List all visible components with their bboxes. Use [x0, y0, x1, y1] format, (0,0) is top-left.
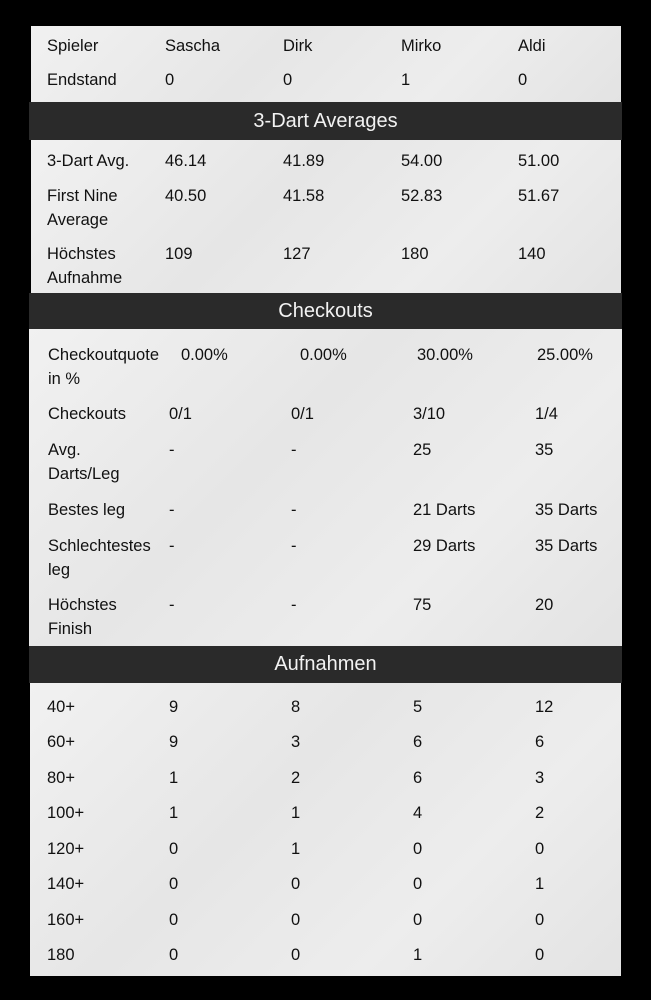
row-label: Checkouts	[48, 405, 126, 423]
row-value: -	[169, 441, 175, 459]
row-value: 0/1	[291, 405, 314, 423]
row-value: 46.14	[165, 152, 207, 170]
row-label: 180	[47, 946, 75, 964]
row-value: 35 Darts	[535, 537, 598, 555]
row-value: 52.83	[401, 187, 443, 205]
row-value: 25.00%	[537, 346, 593, 364]
row-value: 6	[413, 733, 423, 751]
row-value: 180	[401, 245, 429, 263]
row-label: 140+	[47, 875, 85, 893]
row-value: 0.00%	[181, 346, 228, 364]
row-value: -	[291, 537, 297, 555]
section-header-averages: 3-Dart Averages	[29, 102, 622, 140]
overview-panel	[31, 26, 621, 102]
row-value: 35	[535, 441, 554, 459]
row-value: 1	[413, 946, 423, 964]
row-value: 6	[413, 769, 423, 787]
row-label: First Nine Average	[47, 187, 118, 229]
row-value: 0	[291, 946, 301, 964]
row-value: 1	[291, 840, 301, 858]
row-value: 51.00	[518, 152, 560, 170]
row-value: 1/4	[535, 405, 558, 423]
row-label: 120+	[47, 840, 85, 858]
row-value: 5	[413, 698, 423, 716]
row-value: 0	[169, 946, 179, 964]
player-name: Mirko	[401, 37, 442, 55]
row-value: 3/10	[413, 405, 446, 423]
row-value: 109	[165, 245, 193, 263]
row-label: Höchstes Aufnahme	[47, 245, 123, 287]
row-value: 3	[291, 733, 301, 751]
players-header-label: Spieler	[47, 37, 99, 55]
row-value: -	[291, 501, 297, 519]
row-label: 60+	[47, 733, 75, 751]
row-value: 0	[535, 840, 545, 858]
row-value: 9	[169, 698, 179, 716]
row-value: 1	[401, 71, 411, 89]
row-value: 1	[535, 875, 545, 893]
row-value: 29 Darts	[413, 537, 476, 555]
row-value: 127	[283, 245, 311, 263]
row-value: 35 Darts	[535, 501, 598, 519]
player-name: Dirk	[283, 37, 313, 55]
row-value: 6	[535, 733, 545, 751]
row-value: 30.00%	[417, 346, 473, 364]
row-value: -	[169, 596, 175, 614]
player-name: Aldi	[518, 37, 546, 55]
row-value: 2	[291, 769, 301, 787]
row-label: 3-Dart Avg.	[47, 152, 130, 170]
row-value: 0	[283, 71, 293, 89]
row-value: 0	[169, 875, 179, 893]
row-value: 0/1	[169, 405, 192, 423]
row-label: 100+	[47, 804, 85, 822]
row-label: Endstand	[47, 71, 117, 89]
averages-panel	[31, 140, 621, 298]
row-label: 40+	[47, 698, 75, 716]
row-label: 160+	[47, 911, 85, 929]
row-value: -	[291, 441, 297, 459]
row-value: 8	[291, 698, 301, 716]
row-value: 12	[535, 698, 554, 716]
row-value: 0	[413, 840, 423, 858]
row-value: 2	[535, 804, 545, 822]
row-label: 80+	[47, 769, 75, 787]
row-value: -	[169, 537, 175, 555]
row-label: Avg. Darts/Leg	[48, 441, 120, 483]
row-value: 0	[169, 911, 179, 929]
row-value: 75	[413, 596, 432, 614]
row-value: 41.89	[283, 152, 325, 170]
row-value: 40.50	[165, 187, 207, 205]
row-value: 25	[413, 441, 432, 459]
row-value: 1	[169, 769, 179, 787]
row-value: 3	[535, 769, 545, 787]
checkouts-panel	[29, 329, 622, 649]
row-value: 0	[535, 911, 545, 929]
row-value: 0	[165, 71, 175, 89]
row-value: 0.00%	[300, 346, 347, 364]
section-header-checkouts: Checkouts	[29, 293, 622, 329]
row-value: 1	[169, 804, 179, 822]
row-value: -	[291, 596, 297, 614]
row-label: Bestes leg	[48, 501, 126, 519]
row-value: 0	[169, 840, 179, 858]
row-label: Höchstes Finish	[48, 596, 117, 638]
row-value: 20	[535, 596, 554, 614]
player-name: Sascha	[165, 37, 221, 55]
row-value: 0	[291, 875, 301, 893]
row-value: 41.58	[283, 187, 325, 205]
row-value: 1	[291, 804, 301, 822]
row-value: 0	[413, 875, 423, 893]
row-value: 51.67	[518, 187, 560, 205]
row-value: 4	[413, 804, 423, 822]
row-value: 140	[518, 245, 546, 263]
section-header-aufnahmen: Aufnahmen	[29, 646, 622, 683]
row-value: 21 Darts	[413, 501, 476, 519]
row-value: 0	[413, 911, 423, 929]
row-value: 54.00	[401, 152, 443, 170]
row-value: 0	[535, 946, 545, 964]
row-label: Schlechtestes leg	[48, 537, 151, 579]
row-value: 0	[518, 71, 528, 89]
row-value: 9	[169, 733, 179, 751]
row-label: Checkoutquote in %	[48, 346, 159, 388]
aufnahmen-panel	[30, 683, 621, 976]
row-value: 0	[291, 911, 301, 929]
row-value: -	[169, 501, 175, 519]
